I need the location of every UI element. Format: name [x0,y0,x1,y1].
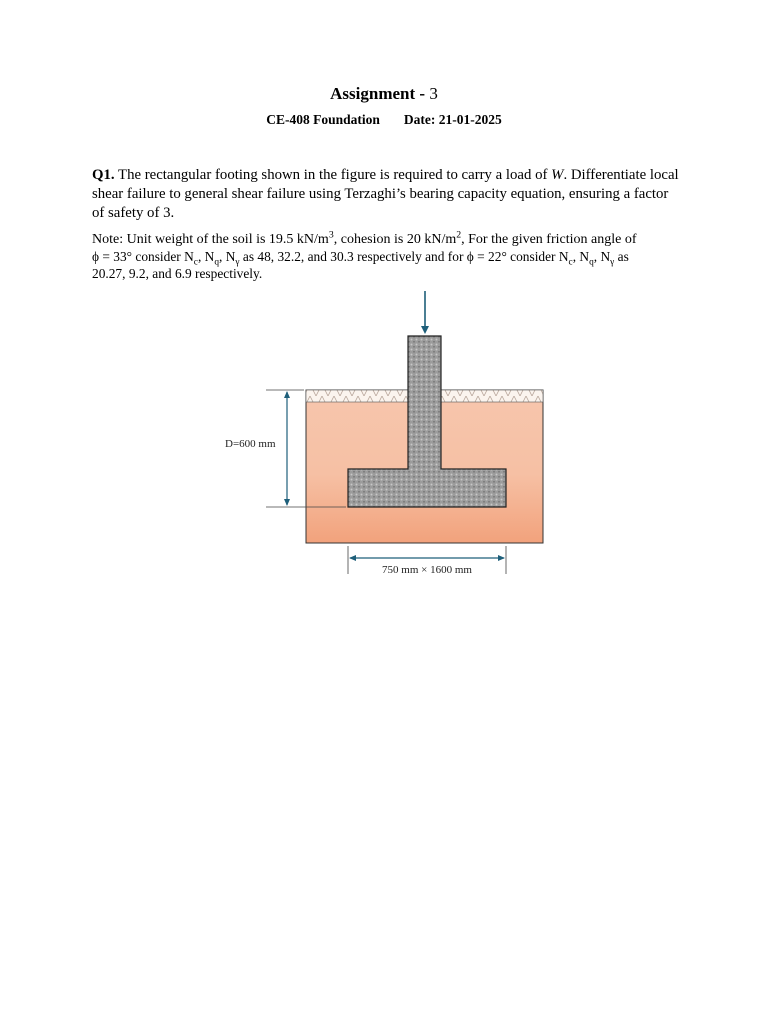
load-arrow-head [421,326,429,334]
assignment-date: Date: 21-01-2025 [403,112,502,127]
note-text: , cohesion is 20 kN/m [333,232,457,247]
note-text: Note: Unit weight of the soil is 19.5 kN/m [92,232,329,247]
question-text-1: The rectangular footing shown in the figure is required to carry a load of [114,167,552,183]
note-text: 20.27, 9.2, and 6.9 respectively. [92,266,263,281]
note-text: , For the given friction angle of [461,232,637,247]
note-text: ϕ = 33° consider N [92,249,194,264]
title-text: Assignment - [330,84,426,103]
note-text: as [614,249,629,264]
footing-diagram [220,288,560,588]
note-text: , N [593,249,611,264]
note-sup: 3 [328,229,334,241]
question-text-2: . Differentiate local shear failure to general shear failure using Terzaghi’s bearing capacity equation, ensuring a factor of safety of 3. [92,167,679,221]
note-text: , N [219,249,236,264]
note-sub: c [568,257,573,268]
note-text: , N [197,249,215,264]
page-title [0,84,768,104]
note-sub: q [214,257,220,268]
note-sub: γ [610,257,615,268]
note-text: , N [572,249,590,264]
size-label: 750 mm × 1600 mm [382,564,472,576]
note-sub: γ [235,257,240,268]
note-sub: q [589,257,594,268]
note-text: as 48, 32.2, and 30.3 respectively and for ϕ = 22° consider N [239,249,569,264]
note [92,230,682,282]
footing-figure [220,288,560,588]
course-name: CE-408 Foundation [266,112,380,127]
note-sub: c [193,257,198,268]
note-sup: 2 [456,229,462,241]
load-symbol: W [551,167,564,183]
title-number: 3 [429,84,438,103]
question-label: Q1. [92,167,115,183]
subtitle [0,112,768,128]
depth-label: D=600 mm [225,438,276,450]
question-1 [92,166,682,223]
